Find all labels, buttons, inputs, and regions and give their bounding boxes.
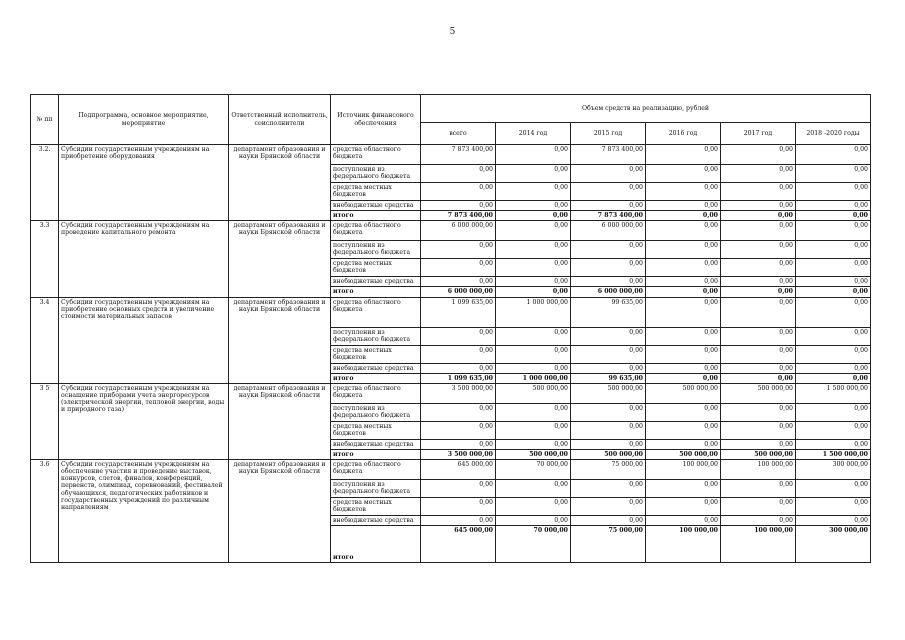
amount-cell: 0,00 <box>796 480 871 498</box>
amount-cell: 0,00 <box>496 345 571 363</box>
amount-cell: 0,00 <box>421 363 496 373</box>
amount-cell: 0,00 <box>421 183 496 201</box>
amount-cell: 0,00 <box>796 297 871 327</box>
header-year: всего <box>421 123 496 145</box>
amount-cell: 0,00 <box>721 363 796 373</box>
amount-cell: 0,00 <box>721 259 796 277</box>
amount-cell: 645 000,00 <box>421 526 496 563</box>
amount-cell: 0,00 <box>646 327 721 345</box>
funding-source: средства местных бюджетов <box>331 345 421 363</box>
amount-cell: 0,00 <box>571 201 646 211</box>
funding-table <box>30 94 871 563</box>
funding-source: средства областного бюджета <box>331 221 421 241</box>
row-name: Субсидии государственным учреждениям на приобретение оборудования <box>59 145 229 221</box>
row-number: 3 5 <box>31 383 59 459</box>
amount-cell: 0,00 <box>646 183 721 201</box>
table-row <box>31 297 871 327</box>
amount-cell: 300 000,00 <box>796 526 871 563</box>
amount-cell: 0,00 <box>646 221 721 241</box>
funding-source: средства областного бюджета <box>331 460 421 480</box>
amount-cell: 500 000,00 <box>646 383 721 403</box>
funding-source: средства местных бюджетов <box>331 259 421 277</box>
amount-cell: 0,00 <box>721 421 796 439</box>
amount-cell: 0,00 <box>721 498 796 516</box>
amount-cell: 0,00 <box>571 421 646 439</box>
amount-cell: 0,00 <box>796 221 871 241</box>
row-name: Субсидии государственным учреждениям на приобретение основных средств и увеличение стоимости материальных запасов <box>59 297 229 383</box>
amount-cell: 0,00 <box>721 183 796 201</box>
amount-cell: 0,00 <box>496 327 571 345</box>
amount-cell: 0,00 <box>496 498 571 516</box>
amount-cell: 0,00 <box>496 363 571 373</box>
row-responsible: департамент образования и науки Брянской области <box>229 297 331 383</box>
row-name: Субсидии государственным учреждениям на обеспечение участия и проведение выставок, конкурсов, слетов, финалов, конференций, первенств, олимпиад, соревнований, фестивалей обучающихся, педагогических работников и государственных учреждений по различным направлениям <box>59 460 229 563</box>
header-year: 2018 -2020 годы <box>796 123 871 145</box>
amount-cell: 100 000,00 <box>721 460 796 480</box>
amount-cell: 300 000,00 <box>796 460 871 480</box>
amount-cell: 0,00 <box>421 516 496 526</box>
row-name: Субсидии государственным учреждениям на оснащение приборами учета энергоресурсов (электрической энергии, тепловой энергии, воды и природного газа) <box>59 383 229 459</box>
amount-cell: 0,00 <box>496 145 571 165</box>
table-row <box>31 460 871 480</box>
amount-cell: 6 000 000,00 <box>571 221 646 241</box>
amount-cell: 0,00 <box>571 327 646 345</box>
amount-cell: 100 000,00 <box>646 526 721 563</box>
amount-cell: 0,00 <box>721 287 796 297</box>
amount-cell: 0,00 <box>496 277 571 287</box>
amount-cell: 0,00 <box>421 345 496 363</box>
amount-cell: 0,00 <box>796 327 871 345</box>
amount-cell: 0,00 <box>721 221 796 241</box>
amount-cell: 0,00 <box>646 439 721 449</box>
funding-source: итого <box>331 211 421 221</box>
amount-cell: 100 000,00 <box>646 460 721 480</box>
amount-cell: 0,00 <box>421 241 496 259</box>
amount-cell: 0,00 <box>646 201 721 211</box>
amount-cell: 0,00 <box>421 327 496 345</box>
amount-cell: 3 500 000,00 <box>421 383 496 403</box>
funding-source: итого <box>331 526 421 563</box>
amount-cell: 0,00 <box>496 183 571 201</box>
amount-cell: 0,00 <box>571 165 646 183</box>
amount-cell: 0,00 <box>721 145 796 165</box>
amount-cell: 0,00 <box>796 421 871 439</box>
amount-cell: 0,00 <box>421 421 496 439</box>
amount-cell: 500 000,00 <box>571 383 646 403</box>
funding-source: внебюджетные средства <box>331 516 421 526</box>
header-year: 2015 год <box>571 123 646 145</box>
amount-cell: 0,00 <box>646 480 721 498</box>
amount-cell: 1 099 635,00 <box>421 297 496 327</box>
funding-source: поступления из федерального бюджета <box>331 480 421 498</box>
header-name: Подпрограмма, основное мероприятие, мероприятие <box>59 95 229 145</box>
amount-cell: 0,00 <box>646 259 721 277</box>
amount-cell: 0,00 <box>796 403 871 421</box>
amount-cell: 0,00 <box>571 259 646 277</box>
funding-source: поступления из федерального бюджета <box>331 241 421 259</box>
amount-cell: 0,00 <box>646 165 721 183</box>
amount-cell: 0,00 <box>571 345 646 363</box>
amount-cell: 0,00 <box>421 259 496 277</box>
amount-cell: 0,00 <box>721 516 796 526</box>
amount-cell: 0,00 <box>721 241 796 259</box>
amount-cell: 100 000,00 <box>721 526 796 563</box>
amount-cell: 500 000,00 <box>496 383 571 403</box>
amount-cell: 0,00 <box>646 345 721 363</box>
amount-cell: 0,00 <box>721 211 796 221</box>
amount-cell: 0,00 <box>571 363 646 373</box>
amount-cell: 0,00 <box>496 439 571 449</box>
funding-source: внебюджетные средства <box>331 201 421 211</box>
amount-cell: 0,00 <box>796 183 871 201</box>
amount-cell: 0,00 <box>496 211 571 221</box>
amount-cell: 0,00 <box>496 480 571 498</box>
amount-cell: 7 873 400,00 <box>571 211 646 221</box>
amount-cell: 75 000,00 <box>571 460 646 480</box>
amount-cell: 7 873 400,00 <box>421 145 496 165</box>
amount-cell: 1 500 000,00 <box>796 383 871 403</box>
amount-cell: 0,00 <box>421 480 496 498</box>
header-year: 2016 год <box>646 123 721 145</box>
amount-cell: 70 000,00 <box>496 460 571 480</box>
amount-cell: 0,00 <box>721 480 796 498</box>
amount-cell: 1 000 000,00 <box>496 297 571 327</box>
amount-cell: 500 000,00 <box>496 449 571 459</box>
amount-cell: 0,00 <box>646 241 721 259</box>
amount-cell: 0,00 <box>571 403 646 421</box>
funding-source: внебюджетные средства <box>331 439 421 449</box>
amount-cell: 0,00 <box>421 165 496 183</box>
amount-cell: 0,00 <box>796 277 871 287</box>
header-year: 2017 год <box>721 123 796 145</box>
amount-cell: 0,00 <box>721 297 796 327</box>
table-row <box>31 221 871 241</box>
funding-source: средства областного бюджета <box>331 145 421 165</box>
amount-cell: 99 635,00 <box>571 373 646 383</box>
amount-cell: 0,00 <box>796 498 871 516</box>
amount-cell: 0,00 <box>796 241 871 259</box>
amount-cell: 645 000,00 <box>421 460 496 480</box>
header-year: 2014 год <box>496 123 571 145</box>
funding-source: итого <box>331 287 421 297</box>
amount-cell: 7 873 400,00 <box>421 211 496 221</box>
funding-source: внебюджетные средства <box>331 277 421 287</box>
row-number: 3.2. <box>31 145 59 221</box>
amount-cell: 0,00 <box>721 165 796 183</box>
amount-cell: 0,00 <box>496 287 571 297</box>
row-number: 3.3 <box>31 221 59 297</box>
amount-cell: 0,00 <box>421 403 496 421</box>
amount-cell: 0,00 <box>646 277 721 287</box>
funding-source: средства местных бюджетов <box>331 498 421 516</box>
amount-cell: 500 000,00 <box>571 449 646 459</box>
row-number: 3.6 <box>31 460 59 563</box>
amount-cell: 0,00 <box>571 516 646 526</box>
amount-cell: 3 500 000,00 <box>421 449 496 459</box>
funding-source: поступления из федерального бюджета <box>331 165 421 183</box>
amount-cell: 0,00 <box>496 241 571 259</box>
amount-cell: 0,00 <box>571 498 646 516</box>
row-responsible: департамент образования и науки Брянской области <box>229 221 331 297</box>
amount-cell: 0,00 <box>721 277 796 287</box>
amount-cell: 0,00 <box>646 421 721 439</box>
amount-cell: 0,00 <box>571 439 646 449</box>
amount-cell: 0,00 <box>796 259 871 277</box>
header-responsible: Ответственный исполнитель, соисполнители <box>229 95 331 145</box>
funding-source: поступления из федерального бюджета <box>331 403 421 421</box>
amount-cell: 0,00 <box>496 259 571 277</box>
header-source: Источник финансового обеспечения <box>331 95 421 145</box>
funding-source: поступления из федерального бюджета <box>331 327 421 345</box>
amount-cell: 0,00 <box>571 480 646 498</box>
amount-cell: 0,00 <box>646 373 721 383</box>
amount-cell: 0,00 <box>721 439 796 449</box>
amount-cell: 1 500 000,00 <box>796 449 871 459</box>
funding-source: средства областного бюджета <box>331 383 421 403</box>
amount-cell: 0,00 <box>421 439 496 449</box>
amount-cell: 500 000,00 <box>721 383 796 403</box>
amount-cell: 0,00 <box>796 439 871 449</box>
amount-cell: 0,00 <box>571 241 646 259</box>
amount-cell: 0,00 <box>496 201 571 211</box>
amount-cell: 0,00 <box>721 345 796 363</box>
funding-source: средства областного бюджета <box>331 297 421 327</box>
amount-cell: 0,00 <box>421 277 496 287</box>
funding-source: средства местных бюджетов <box>331 183 421 201</box>
amount-cell: 0,00 <box>421 498 496 516</box>
amount-cell: 0,00 <box>421 201 496 211</box>
amount-cell: 0,00 <box>721 327 796 345</box>
table-row <box>31 383 871 403</box>
amount-cell: 0,00 <box>496 221 571 241</box>
amount-cell: 0,00 <box>571 183 646 201</box>
amount-cell: 0,00 <box>496 165 571 183</box>
amount-cell: 0,00 <box>721 201 796 211</box>
amount-cell: 0,00 <box>646 287 721 297</box>
header-volume: Объем средств на реализацию, рублей <box>421 95 871 123</box>
amount-cell: 0,00 <box>796 287 871 297</box>
amount-cell: 0,00 <box>796 363 871 373</box>
row-number: 3.4 <box>31 297 59 383</box>
amount-cell: 0,00 <box>796 516 871 526</box>
amount-cell: 0,00 <box>721 403 796 421</box>
amount-cell: 0,00 <box>796 211 871 221</box>
amount-cell: 70 000,00 <box>496 526 571 563</box>
row-responsible: департамент образования и науки Брянской области <box>229 460 331 563</box>
amount-cell: 0,00 <box>646 403 721 421</box>
amount-cell: 0,00 <box>646 297 721 327</box>
table-body <box>31 145 871 563</box>
header-no: № пп <box>31 95 59 145</box>
page-number: 5 <box>449 27 456 37</box>
funding-source: итого <box>331 373 421 383</box>
amount-cell: 0,00 <box>796 145 871 165</box>
amount-cell: 0,00 <box>796 373 871 383</box>
amount-cell: 0,00 <box>646 498 721 516</box>
table-row <box>31 145 871 165</box>
row-responsible: департамент образования и науки Брянской области <box>229 383 331 459</box>
amount-cell: 0,00 <box>646 516 721 526</box>
amount-cell: 0,00 <box>496 516 571 526</box>
row-responsible: департамент образования и науки Брянской области <box>229 145 331 221</box>
amount-cell: 0,00 <box>496 421 571 439</box>
amount-cell: 0,00 <box>796 165 871 183</box>
amount-cell: 0,00 <box>646 211 721 221</box>
amount-cell: 0,00 <box>496 403 571 421</box>
amount-cell: 0,00 <box>796 201 871 211</box>
amount-cell: 75 000,00 <box>571 526 646 563</box>
amount-cell: 1 099 635,00 <box>421 373 496 383</box>
amount-cell: 0,00 <box>796 345 871 363</box>
amount-cell: 0,00 <box>646 363 721 373</box>
amount-cell: 500 000,00 <box>721 449 796 459</box>
amount-cell: 0,00 <box>571 277 646 287</box>
amount-cell: 6 000 000,00 <box>421 221 496 241</box>
amount-cell: 6 000 000,00 <box>571 287 646 297</box>
funding-source: итого <box>331 449 421 459</box>
amount-cell: 6 000 000,00 <box>421 287 496 297</box>
amount-cell: 0,00 <box>721 373 796 383</box>
amount-cell: 500 000,00 <box>646 449 721 459</box>
funding-source: средства местных бюджетов <box>331 421 421 439</box>
amount-cell: 1 000 000,00 <box>496 373 571 383</box>
amount-cell: 7 873 400,00 <box>571 145 646 165</box>
amount-cell: 99 635,00 <box>571 297 646 327</box>
row-name: Субсидии государственным учреждениям на проведение капитального ремонта <box>59 221 229 297</box>
funding-source: внебюджетные средства <box>331 363 421 373</box>
amount-cell: 0,00 <box>646 145 721 165</box>
